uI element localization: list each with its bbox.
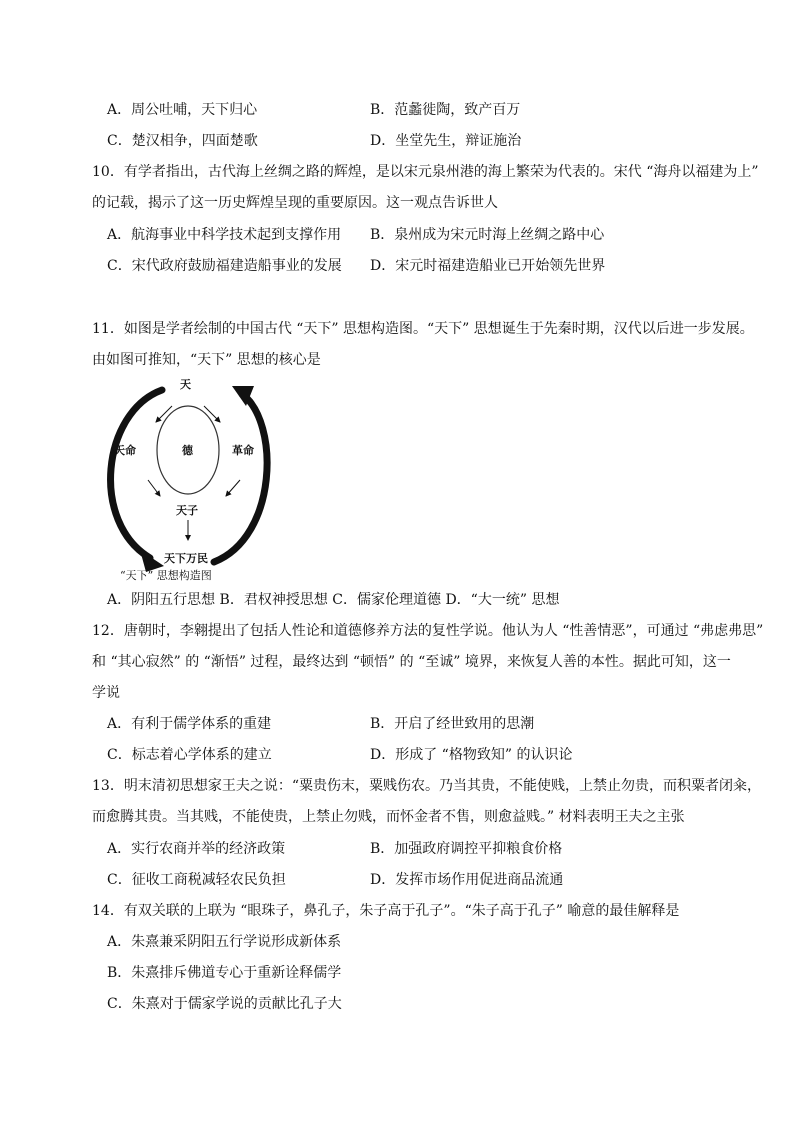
q9-option-b: B．范蠡徙陶，致产百万 bbox=[370, 102, 521, 118]
q11-stem-line-2: 由如图可推知，“天下” 思想的核心是 bbox=[92, 352, 321, 368]
q10-option-d: D．宋元时福建造船业已开始领先世界 bbox=[370, 258, 606, 274]
q9-option-a: A．周公吐哺，天下归心 bbox=[107, 102, 258, 118]
diagram-label-tianzi: 天子 bbox=[176, 504, 198, 517]
q11-options: A．阴阳五行思想 B．君权神授思想 C．儒家伦理道德 D．“大一统” 思想 bbox=[107, 592, 560, 608]
arrow-bottom-right bbox=[226, 480, 240, 496]
q13-option-a: A．实行农商并举的经济政策 bbox=[107, 841, 286, 857]
q10-stem-line-2: 的记载，揭示了这一历史辉煌呈现的重要原因。这一观点告诉世人 bbox=[92, 195, 498, 211]
q12-stem-line-3: 学说 bbox=[92, 685, 120, 701]
left-curved-arrow bbox=[111, 390, 162, 558]
q9-option-c: C．楚汉相争，四面楚歌 bbox=[107, 133, 258, 149]
q12-option-c: C．标志着心学体系的建立 bbox=[107, 747, 272, 763]
diagram-caption: “天下” 思想构造图 bbox=[120, 569, 212, 582]
diagram-label-geming: 革命 bbox=[232, 444, 254, 457]
q12-option-b: B．开启了经世致用的思潮 bbox=[370, 716, 535, 732]
q13-stem-line-2: 而愈腾其贵。当其贱，不能使贵，上禁止勿贱，而怀金者不售，则愈益贱。” 材料表明王夫之主张 bbox=[92, 809, 685, 825]
arrow-bottom-left bbox=[148, 480, 160, 496]
q13-option-d: D．发挥市场作用促进商品流通 bbox=[370, 872, 564, 888]
q10-option-a: A．航海事业中科学技术起到支撑作用 bbox=[107, 227, 342, 243]
q13-stem-line-1: 13．明末清初思想家王夫之说：“粟贵伤末，粟贱伤农。乃当其贵，不能使贱，上禁止勿贵，而积粟者闭籴， bbox=[92, 778, 761, 794]
diagram-label-people: 天下万民 bbox=[164, 552, 208, 565]
q14-option-a: A．朱熹兼采阴阳五行学说形成新体系 bbox=[107, 934, 342, 950]
diagram-label-tianming: 天命 bbox=[114, 444, 136, 457]
diagram-label-virtue: 德 bbox=[182, 444, 193, 457]
q13-option-b: B．加强政府调控平抑粮食价格 bbox=[370, 841, 563, 857]
q12-option-a: A．有利于儒学体系的重建 bbox=[107, 716, 272, 732]
q12-stem-line-1: 12．唐朝时，李翱提出了包括人性论和道德修养方法的复性学说。他认为人 “性善情恶”，可通过 “弗虑弗思” bbox=[92, 623, 764, 639]
q14-option-c: C．朱熹对于儒家学说的贡献比孔子大 bbox=[107, 996, 342, 1012]
q10-option-b: B．泉州成为宋元时海上丝绸之路中心 bbox=[370, 227, 605, 243]
q12-stem-line-2: 和 “其心寂然” 的 “渐悟” 过程，最终达到 “顿悟” 的 “至诚” 境界，来恢复人善的本性。据此可知，这一 bbox=[92, 654, 731, 670]
q14-option-b: B．朱熹排斥佛道专心于重新诠释儒学 bbox=[107, 965, 342, 981]
q14-stem-line-1: 14．有双关联的上联为 “眼珠子，鼻孔子，朱子高于孔子”。“朱子高于孔子” 喻意的最佳解释是 bbox=[92, 903, 680, 919]
q13-option-c: C．征收工商税减轻农民负担 bbox=[107, 872, 286, 888]
tianxia-structure-diagram bbox=[92, 372, 282, 584]
q9-option-d: D．坐堂先生，辩证施治 bbox=[370, 133, 522, 149]
q10-stem-line-1: 10．有学者指出，古代海上丝绸之路的辉煌，是以宋元泉州港的海上繁荣为代表的。宋代 “海舟以福建为上” bbox=[92, 164, 759, 180]
q10-option-c: C．宋代政府鼓励福建造船事业的发展 bbox=[107, 258, 342, 274]
right-curved-arrow bbox=[214, 394, 267, 562]
q11-stem-line-1: 11．如图是学者绘制的中国古代 “天下” 思想构造图。“天下” 思想诞生于先秦时期，汉代以后进一步发展。 bbox=[92, 321, 754, 337]
diagram-label-heaven: 天 bbox=[180, 378, 191, 391]
q12-option-d: D．形成了 “格物致知” 的认识论 bbox=[370, 747, 573, 763]
